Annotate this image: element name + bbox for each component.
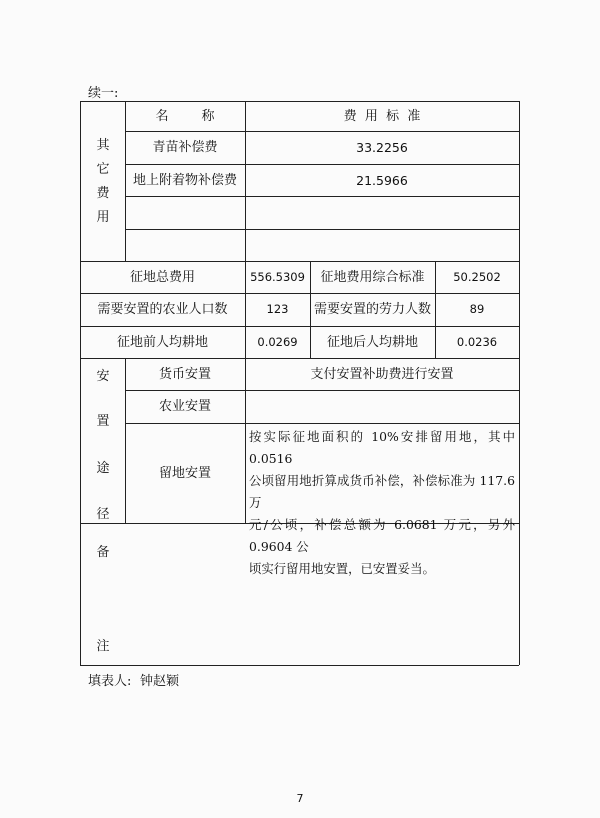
continued-label: 续一: — [88, 86, 119, 101]
resettlement-label-2: 置 — [96, 414, 110, 429]
seedling-fee-name: 青苗补偿费 — [152, 140, 218, 155]
remarks-label-bottom: 注 — [96, 639, 110, 654]
farmland-before-value: 0.0269 — [257, 334, 298, 349]
farm-population-label: 需要安置的农业人口数 — [97, 302, 228, 317]
filler-label: 填表人: — [88, 674, 132, 689]
labor-count-label: 需要安置的劳力人数 — [313, 302, 431, 317]
farmland-after-label: 征地后人均耕地 — [326, 334, 418, 350]
resettlement-label-3: 途 — [96, 461, 110, 476]
resettlement-label-4: 径 — [96, 507, 110, 522]
composite-standard-value: 50.2502 — [453, 269, 501, 284]
reserve-line-2: 公顷留用地折算成货币补偿，补偿标准为 117.6 万 — [249, 473, 515, 510]
other-fees-label-2: 它 — [96, 162, 110, 177]
other-fees-label-1: 其 — [96, 138, 110, 153]
composite-standard-label: 征地费用综合标准 — [320, 269, 425, 285]
reserve-line-3: 元/公顷，补偿总额为 6.0681 万元，另外 0.9604 公 — [249, 517, 515, 554]
farmland-before-label: 征地前人均耕地 — [116, 334, 208, 350]
money-resettlement-label: 货币安置 — [158, 366, 211, 382]
reserve-land-description — [249, 426, 515, 580]
reserve-land-label: 留地安置 — [158, 465, 211, 481]
agri-resettlement-label: 农业安置 — [158, 399, 211, 414]
page-number: 7 — [296, 792, 304, 805]
reserve-line-4: 顷实行留用地安置，已安置妥当。 — [249, 561, 435, 576]
seedling-fee-value: 33.2256 — [356, 140, 408, 155]
other-fees-label-3: 费 — [96, 186, 110, 201]
attachment-fee-value: 21.5966 — [356, 172, 408, 188]
total-fee-label: 征地总费用 — [129, 269, 195, 285]
reserve-line-1: 按实际征地面积的 10%安排留用地，其中 0.0516 — [249, 429, 515, 466]
attachment-fee-name: 地上附着物补偿费 — [132, 172, 237, 188]
other-fees-label-4: 用 — [96, 210, 110, 225]
header-standard: 费 用 标 准 — [343, 108, 421, 124]
labor-count-value: 89 — [469, 302, 485, 316]
farm-population-value: 123 — [266, 302, 289, 316]
money-resettlement-value: 支付安置补助费进行安置 — [310, 366, 454, 382]
resettlement-label-1: 安 — [96, 369, 110, 384]
farmland-after-value: 0.0236 — [456, 334, 498, 349]
remarks-label-top: 备 — [96, 545, 110, 560]
total-fee-value: 556.5309 — [250, 269, 305, 284]
filler-name: 钟赵颖 — [140, 674, 180, 689]
header-name: 名 称 — [155, 108, 215, 124]
